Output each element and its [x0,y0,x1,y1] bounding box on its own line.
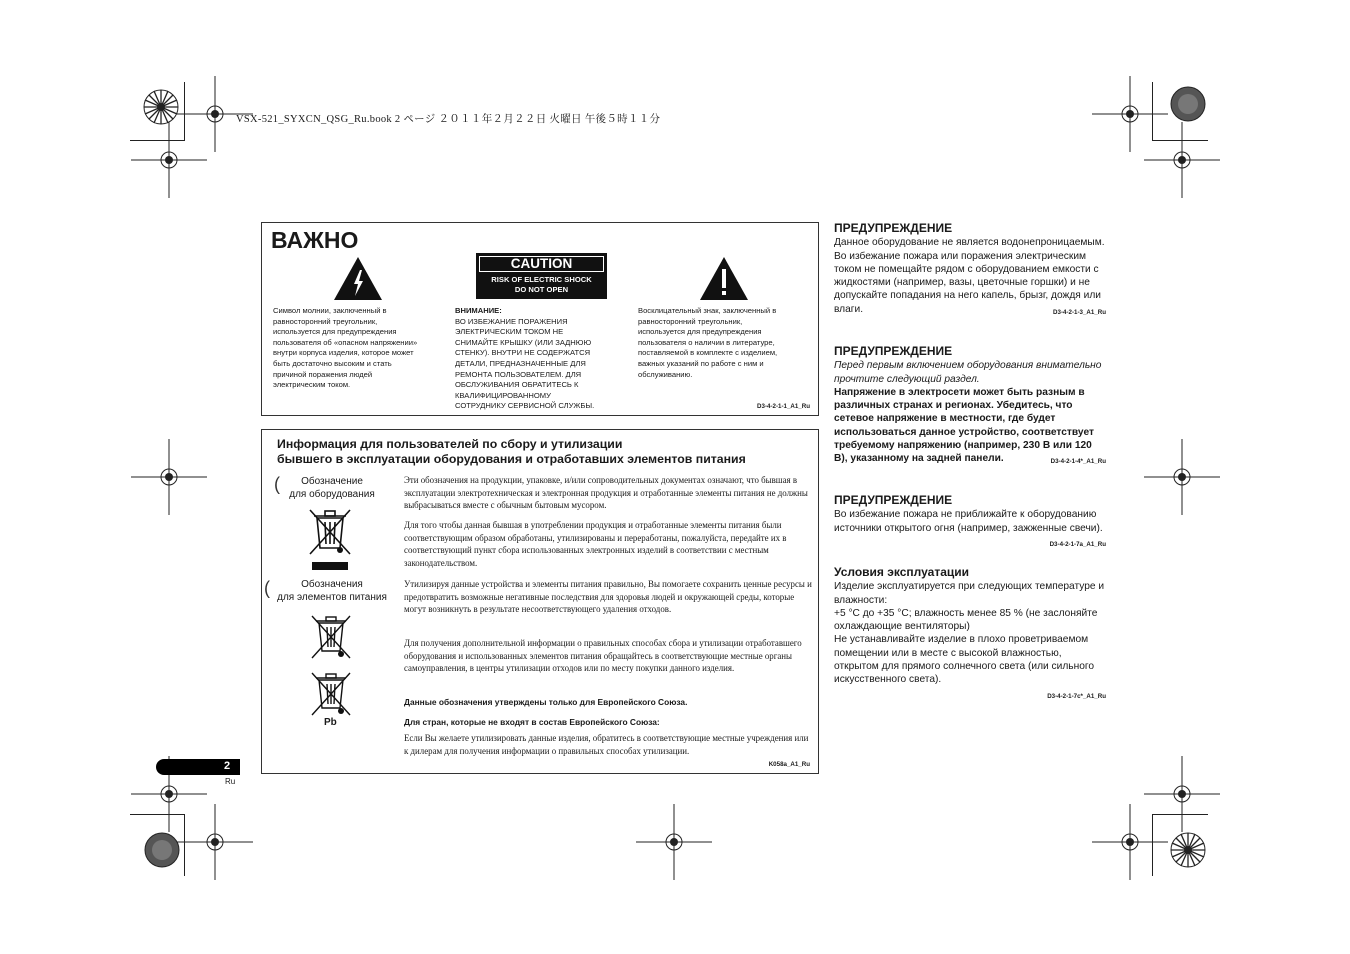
warning-section-3 [834,494,1106,551]
text-line: обслуживанию. [638,369,693,379]
lightning-warning-icon [333,256,383,301]
conditions-line: +5 °C до +35 °C; влажность менее 85 % (не заслоняйте охлаждающие вентиляторы) [834,607,1098,633]
warning-text: Данное оборудование не является водонепроницаемым. Во избежание пожара или поражения электрическим током не помещайте рядом с оборудованием емкости с жидкостями (например, вазы, цветочные горшки) и не допускайте попадания на него капель, брызг, дождя или влаги. [834,237,1105,315]
warning-title: ПРЕДУПРЕЖДЕНИЕ [834,493,953,507]
text-line: используется для предупреждения [638,327,762,337]
text-line: используется для предупреждения [273,327,397,337]
text-line: Символ молнии, заключенный в [273,306,387,315]
registration-sunburst-icon [143,89,179,125]
print-file-info: VSX-521_SYXCN_QSG_Ru.book 2 ページ ２０１１年２月２２日 火曜日 午後５時１１分 [236,114,661,125]
text-line: ВО ИЗБЕЖАНИЕ ПОРАЖЕНИЯ [455,316,568,326]
label-line: Обозначения [301,579,363,590]
reference-code: D3-4-2-1-1_A1_Ru [757,403,810,410]
important-title: ВАЖНО [271,227,359,253]
crossed-bin-icon [306,506,354,572]
lightning-description [273,306,453,391]
page-number: 2 [224,760,231,772]
reference-code: D3-4-2-1-3_A1_Ru [1053,308,1106,316]
non-eu-notice: Для стран, которые не входят в состав Европейского Союза: [404,717,660,727]
text-line: РЕМОНТА ПОЛЬЗОВАТЕЛЕМ. ДЛЯ [455,369,582,379]
warning-section-1 [834,222,1106,319]
text-line: причиной поражения людей [273,369,373,379]
text-line: быть достаточно высоким и стать [273,358,392,368]
caution-title: CAUTION [479,256,604,272]
page-language: Ru [225,777,236,786]
section-title: Условия эксплуатации [834,565,969,579]
text-line: внутри корпуса изделия, которое может [273,348,414,358]
text-line: ЭЛЕКТРИЧЕСКИМ ТОКОМ НЕ [455,327,564,337]
label-line: для оборудования [289,488,375,500]
reference-code: K058a_A1_Ru [768,761,810,768]
paragraph: Для получения дополнительной информации о правильных способах сбора и утилизации отработавшего оборудования и использованных элементов питания обращайтесь в соответствующие местные органы самоуправления, в центры утилизации отходов или по месту покупки данного изделия. [404,638,802,674]
text-line: ОБСЛУЖИВАНИЯ ОБРАТИТЕСЬ К [455,380,579,390]
caution-description [455,306,625,412]
text-line: КВАЛИФИЦИРОВАННОМУ [455,390,551,400]
important-box [261,222,819,416]
lead-symbol-label: Pb [324,717,337,728]
exclamation-warning-icon [699,256,749,301]
reference-code: D3-4-2-1-7a_A1_Ru [1049,540,1106,548]
reference-code: D3-4-2-1-7c*_A1_Ru [1047,692,1106,700]
paragraph: Для того чтобы данная бывшая в употреблении продукция и отработанные элементы питания были соответствующим образом обработаны, утилизированы и переработаны, пожалуйста, передайте их в соответствующий пункт сбора использованных электронных изделий в соответствии с местным законодательством. [404,520,787,568]
bracket-left: ( [274,474,280,494]
warning-intro: Перед первым включением оборудования внимательно прочтите следующий раздел. [834,360,1102,385]
paragraph: Эти обозначения на продукции, упаковке, и/или сопроводительных документах означают, что бывшая в эксплуатации электротехническая и электронная продукция и отработанные элементы питания не должны выбрасываться вместе с обычным бытовым мусором. [404,475,808,511]
label-line: Обозначение [301,476,363,487]
eu-notice: Данные обозначения утверждены только для Европейского Союза. [404,697,688,707]
heading-line-1: Информация для пользователей по сбору и утилизации [277,437,623,451]
disposal-heading [277,437,746,466]
reference-code: D3-4-2-1-4*_A1_Ru [1050,458,1106,466]
text-line: электрическим током. [273,380,351,390]
warning-title: ПРЕДУПРЕЖДЕНИЕ [834,344,953,358]
caution-heading: ВНИМАНИЕ: [455,306,502,315]
text-line: СТЕНКУ). ВНУТРИ НЕ СОДЕРЖАТСЯ [455,348,591,358]
bracket-left: ( [264,578,270,598]
crossed-bin-icon [309,670,353,718]
caution-label [476,253,607,299]
paragraph: Если Вы желаете утилизировать данные изделия, обратитесь в соответствующие местные учреждения или к дилерам для получения информации о правильных способах утилизации. [404,733,809,756]
registration-sunburst-icon [1170,832,1206,868]
text-line: пользователя об «опасном напряжении» [273,337,418,347]
warning-section-2 [834,345,1106,469]
heading-line-2: бывшего в эксплуатации оборудования и отработавших элементов питания [277,451,746,466]
text-line: важных указаний по работе с ним и [638,358,764,368]
text-line: равносторонний треугольник, [273,316,378,326]
label-line: для элементов питания [277,591,387,603]
text-line: СНИМАЙТЕ КРЫШКУ (ИЛИ ЗАДНЮЮ [455,337,592,347]
text-line: пользователя о наличии в литературе, [638,337,775,347]
warning-text: Во избежание пожара не приближайте к оборудованию источники открытого огня (например, зажженные свечи). [834,509,1103,534]
text-line: СОТРУДНИКУ СЕРВИСНОЙ СЛУЖБЫ. [455,401,595,411]
conditions-line: Изделие эксплуатируется при следующих температуре и влажности: [834,581,1105,606]
equipment-symbol-label [282,476,382,501]
text-line: равносторонний треугольник, [638,316,743,326]
registration-sunburst-icon [144,832,180,868]
warning-title: ПРЕДУПРЕЖДЕНИЕ [834,221,953,235]
operating-conditions [834,566,1106,703]
batteries-symbol-label [270,579,394,604]
text-line: Восклицательный знак, заключенный в [638,306,777,315]
text-line: ДЕТАЛИ, ПРЕДНАЗНАЧЕННЫЕ ДЛЯ [455,358,586,368]
warning-text: Напряжение в электросети может быть разным в различных странах и регионах. Убедитесь, что сетевое напряжение в местности, где будет использоваться данное устройство, соответствует требуемому напряжению (например, 230 В или 120 В), указанному на задней панели. [834,386,1094,465]
conditions-line: Не устанавливайте изделие в плохо проветриваемом помещении или в месте с высокой влажностью, открытом для прямого солнечного света (или сильного искусственного света). [834,634,1095,686]
caution-sub-2: DO NOT OPEN [514,284,569,294]
disposal-info-box [261,429,819,774]
registration-crosshair-icon [0,0,1,1]
exclamation-description [638,306,816,380]
crossed-bin-icon [309,613,353,661]
caution-sub-1: RISK OF ELECTRIC SHOCK [491,275,592,284]
registration-sunburst-icon [1170,86,1206,122]
paragraph: Утилизируя данные устройства и элементы питания правильно, Вы помогаете сохранить ценные ресурсы и предотвратить возможные негативные последствия для здоровья людей и окружающей среды, которые могут возникнуть в результате несоответствующего удаления отходов. [404,579,812,615]
text-line: поставляемой в комплекте с изделием, [638,348,778,358]
